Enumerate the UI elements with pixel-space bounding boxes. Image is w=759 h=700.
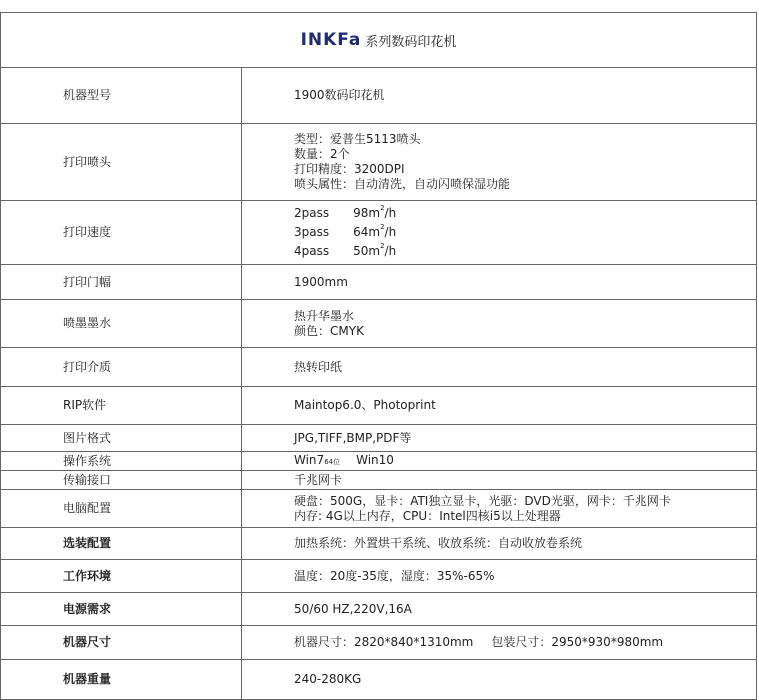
- row-label: 机器型号: [1, 68, 242, 124]
- table-row: [1, 68, 757, 124]
- table-row: [1, 626, 757, 660]
- row-label: 打印喷头: [1, 124, 242, 201]
- table-row: [1, 124, 757, 201]
- row-value: 1900数码印花机: [242, 68, 757, 124]
- row-value: 千兆网卡: [242, 471, 757, 490]
- row-value: JPG,TIFF,BMP,PDF等: [242, 425, 757, 452]
- row-label: 传输接口: [1, 471, 242, 490]
- table-row: [1, 471, 757, 490]
- row-value: 机器尺寸：2820*840*1310mm 包装尺寸：2950*930*980mm: [242, 626, 757, 660]
- brand-logo: INKFa: [300, 30, 362, 50]
- row-value: 热升华墨水 颜色：CMYK: [242, 300, 757, 348]
- row-label: 工作环境: [1, 560, 242, 593]
- row-label: 喷墨墨水: [1, 300, 242, 348]
- table-row: [1, 593, 757, 626]
- row-value: Maintop6.0、Photoprint: [242, 387, 757, 425]
- row-value: 温度：20度-35度，湿度：35%-65%: [242, 560, 757, 593]
- row-label: 机器尺寸: [1, 626, 242, 660]
- table-row: [1, 425, 757, 452]
- row-label: 打印速度: [1, 201, 242, 265]
- row-value: 硬盘：500G，显卡：ATI独立显卡，光驱：DVD光驱，网卡：千兆网卡 内存: 4G以上内存，CPU：Intel四核i5以上处理器: [242, 490, 757, 528]
- row-value: 1900mm: [242, 265, 757, 300]
- table-row: [1, 528, 757, 560]
- table-row: [1, 348, 757, 387]
- table-row: [1, 660, 757, 700]
- table-row: [1, 452, 757, 471]
- row-value: 50/60 HZ,220V,16A: [242, 593, 757, 626]
- table-row: [1, 387, 757, 425]
- row-value: 加热系统：外置烘干系统、收放系统：自动收放卷系统: [242, 528, 757, 560]
- row-label: 操作系统: [1, 452, 242, 471]
- row-value: 2pass $98m^2/h$ 3pass $64m^2/h$ 4pass $50m^2/h$: [242, 201, 757, 265]
- row-value: 240-280KG: [242, 660, 757, 700]
- sheet-title: 系列数码印花机: [365, 34, 457, 50]
- sheet-header: [0, 12, 757, 67]
- row-label: 打印介质: [1, 348, 242, 387]
- row-label: 选装配置: [1, 528, 242, 560]
- row-value: 类型：爱普生5113喷头 数量：2个 打印精度：3200DPI 喷头属性：自动清洗，自动闪喷保湿功能: [242, 124, 757, 201]
- row-label: 图片格式: [1, 425, 242, 452]
- row-label: RIP软件: [1, 387, 242, 425]
- row-label: 机器重量: [1, 660, 242, 700]
- row-value: 热转印纸: [242, 348, 757, 387]
- table-row: [1, 201, 757, 265]
- table-row: [1, 265, 757, 300]
- row-label: 电源需求: [1, 593, 242, 626]
- table-row: [1, 560, 757, 593]
- row-label: 电脑配置: [1, 490, 242, 528]
- spec-table: [0, 67, 757, 700]
- row-label: 打印门幅: [1, 265, 242, 300]
- table-row: [1, 490, 757, 528]
- row-value: Win764位 Win10: [242, 452, 757, 471]
- table-row: [1, 300, 757, 348]
